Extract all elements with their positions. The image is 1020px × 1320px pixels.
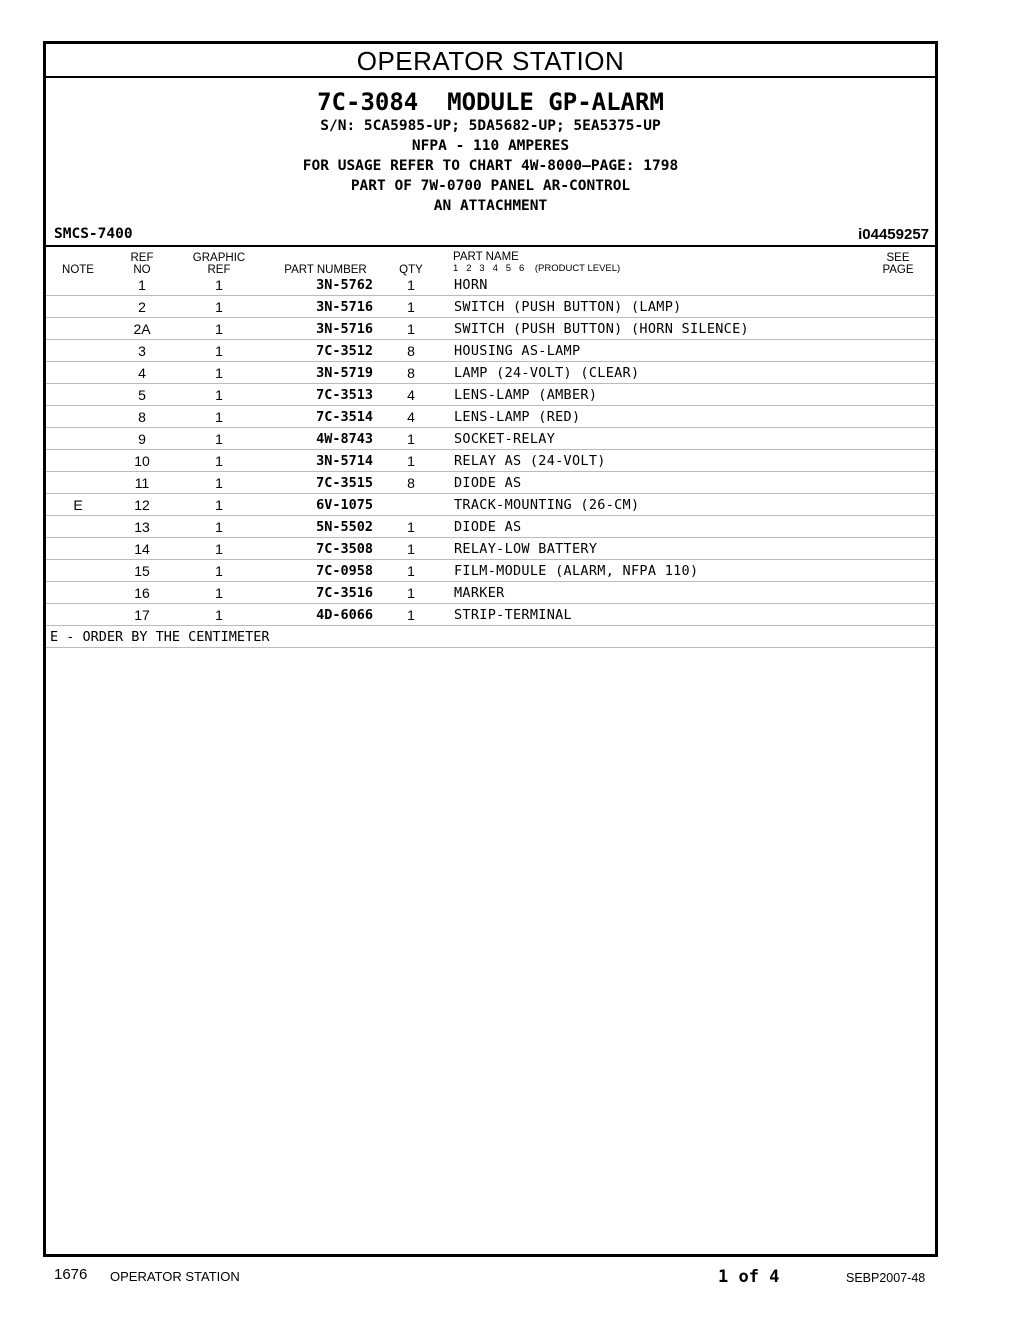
- illustration-id: i04459257: [858, 226, 929, 243]
- part-graphic-ref: 1: [215, 343, 223, 359]
- part-name: HOUSING AS-LAMP: [454, 343, 581, 359]
- footnote: E - ORDER BY THE CENTIMETER: [50, 629, 270, 645]
- part-number: 7C-0958: [316, 563, 373, 579]
- table-row: [46, 296, 935, 318]
- part-ref-no: 4: [138, 365, 146, 381]
- part-number: 7C-3515: [316, 475, 373, 491]
- footnote-row: [46, 626, 935, 648]
- part-graphic-ref: 1: [215, 563, 223, 579]
- column-qty: QTY: [399, 264, 423, 276]
- part-qty: 1: [407, 277, 415, 293]
- part-ref-no: 15: [134, 563, 150, 579]
- part-qty: 1: [407, 453, 415, 469]
- part-note: E: [73, 497, 83, 513]
- part-qty: 1: [407, 431, 415, 447]
- part-ref-no: 16: [134, 585, 150, 601]
- part-number: 7C-3516: [316, 585, 373, 601]
- serial-numbers: S/N: 5CA5985-UP; 5DA5682-UP; 5EA5375-UP: [320, 118, 661, 134]
- column-ref-no: [124, 252, 160, 276]
- table-row: [46, 274, 935, 296]
- part-qty: 8: [407, 475, 415, 491]
- part-ref-no: 13: [134, 519, 150, 535]
- column-note: NOTE: [62, 264, 94, 276]
- part-name: TRACK-MOUNTING (26-CM): [454, 497, 640, 513]
- part-qty: 4: [407, 409, 415, 425]
- table-row: [46, 472, 935, 494]
- part-name: LENS-LAMP (AMBER): [454, 387, 598, 403]
- part-ref-no: 2: [138, 299, 146, 315]
- table-row: [46, 494, 935, 516]
- part-number: 3N-5716: [316, 321, 373, 337]
- part-name: SOCKET-RELAY: [454, 431, 556, 447]
- attachment-label: AN ATTACHMENT: [433, 198, 548, 214]
- table-row: [46, 340, 935, 362]
- header-divider: [46, 245, 935, 247]
- part-number: 3N-5762: [316, 277, 373, 293]
- column-product-levels: 1 2 3 4 5 6 (PRODUCT LEVEL): [453, 263, 621, 274]
- part-number: 4W-8743: [316, 431, 373, 447]
- part-graphic-ref: 1: [215, 541, 223, 557]
- part-graphic-ref: 1: [215, 475, 223, 491]
- part-number: 7C-3514: [316, 409, 373, 425]
- part-graphic-ref: 1: [215, 409, 223, 425]
- smcs-code: SMCS-7400: [54, 226, 133, 242]
- part-ref-no: 3: [138, 343, 146, 359]
- part-ref-no: 8: [138, 409, 146, 425]
- part-name: SWITCH (PUSH BUTTON) (HORN SILENCE): [454, 321, 749, 337]
- table-row: [46, 384, 935, 406]
- part-name: MARKER: [454, 585, 505, 601]
- part-graphic-ref: 1: [215, 299, 223, 315]
- part-graphic-ref: 1: [215, 585, 223, 601]
- part-graphic-ref: 1: [215, 519, 223, 535]
- part-ref-no: 12: [134, 497, 150, 513]
- nfpa-rating: NFPA - 110 AMPERES: [411, 138, 570, 154]
- footer-page-of: 1 of 4: [718, 1267, 780, 1287]
- part-qty: 1: [407, 321, 415, 337]
- table-row: [46, 362, 935, 384]
- table-row: [46, 406, 935, 428]
- part-number: 7C-3512: [316, 343, 373, 359]
- part-number: 3N-5719: [316, 365, 373, 381]
- part-qty: 8: [407, 343, 415, 359]
- part-graphic-ref: 1: [215, 497, 223, 513]
- part-name: FILM-MODULE (ALARM, NFPA 110): [454, 563, 699, 579]
- part-qty: 4: [407, 387, 415, 403]
- part-ref-no: 14: [134, 541, 150, 557]
- footer-page-number: 1676: [54, 1266, 88, 1283]
- parts-table: [46, 274, 935, 648]
- column-graphic-ref-line2: REF: [207, 264, 231, 276]
- parts-page-frame: [43, 41, 938, 1257]
- part-qty: 1: [407, 607, 415, 623]
- table-row: [46, 428, 935, 450]
- part-name: LAMP (24-VOLT) (CLEAR): [454, 365, 640, 381]
- part-ref-no: 17: [134, 607, 150, 623]
- part-name: DIODE AS: [454, 475, 522, 491]
- table-row: [46, 318, 935, 340]
- part-of-reference: PART OF 7W-0700 PANEL AR-CONTROL: [350, 178, 631, 194]
- part-number: 7C-3513: [316, 387, 373, 403]
- part-graphic-ref: 1: [215, 387, 223, 403]
- column-see-page: [878, 252, 918, 276]
- column-see-page-line1: SEE: [886, 252, 910, 264]
- part-name: HORN: [454, 277, 488, 293]
- footer-doc-id: SEBP2007-48: [846, 1271, 926, 1285]
- column-graphic-ref: [189, 252, 249, 276]
- part-number: 3N-5714: [316, 453, 373, 469]
- part-name: LENS-LAMP (RED): [454, 409, 581, 425]
- part-number: 7C-3508: [316, 541, 373, 557]
- column-graphic-ref-line1: GRAPHIC: [192, 252, 246, 264]
- column-see-page-line2: PAGE: [882, 264, 914, 276]
- column-part-name: PART NAME: [453, 251, 519, 263]
- part-qty: 1: [407, 541, 415, 557]
- part-ref-no: 1: [138, 277, 146, 293]
- part-name: RELAY-LOW BATTERY: [454, 541, 598, 557]
- usage-reference: FOR USAGE REFER TO CHART 4W-8000—PAGE: 1798: [302, 158, 679, 174]
- part-name: STRIP-TERMINAL: [454, 607, 572, 623]
- part-graphic-ref: 1: [215, 277, 223, 293]
- section-title: OPERATOR STATION: [46, 44, 935, 78]
- column-part-number: PART NUMBER: [284, 264, 367, 276]
- part-name: SWITCH (PUSH BUTTON) (LAMP): [454, 299, 682, 315]
- part-ref-no: 10: [134, 453, 150, 469]
- main-title: 7C-3084 MODULE GP-ALARM: [317, 88, 664, 116]
- table-row: [46, 604, 935, 626]
- part-qty: 1: [407, 563, 415, 579]
- table-row: [46, 560, 935, 582]
- part-graphic-ref: 1: [215, 431, 223, 447]
- footer-section: OPERATOR STATION: [110, 1269, 240, 1284]
- part-ref-no: 9: [138, 431, 146, 447]
- part-ref-no: 11: [134, 475, 150, 491]
- column-ref-no-line1: REF: [130, 252, 154, 264]
- table-row: [46, 582, 935, 604]
- table-row: [46, 516, 935, 538]
- part-name: DIODE AS: [454, 519, 522, 535]
- part-number: 5N-5502: [316, 519, 373, 535]
- part-graphic-ref: 1: [215, 607, 223, 623]
- part-ref-no: 2A: [133, 321, 151, 337]
- table-row: [46, 450, 935, 472]
- part-name: RELAY AS (24-VOLT): [454, 453, 606, 469]
- part-qty: 8: [407, 365, 415, 381]
- part-number: 6V-1075: [316, 497, 373, 513]
- table-row: [46, 538, 935, 560]
- part-number: 4D-6066: [316, 607, 373, 623]
- part-number: 3N-5716: [316, 299, 373, 315]
- part-qty: 1: [407, 585, 415, 601]
- part-qty: 1: [407, 519, 415, 535]
- column-ref-no-line2: NO: [133, 264, 151, 276]
- part-graphic-ref: 1: [215, 365, 223, 381]
- part-ref-no: 5: [138, 387, 146, 403]
- part-qty: 1: [407, 299, 415, 315]
- part-graphic-ref: 1: [215, 453, 223, 469]
- part-graphic-ref: 1: [215, 321, 223, 337]
